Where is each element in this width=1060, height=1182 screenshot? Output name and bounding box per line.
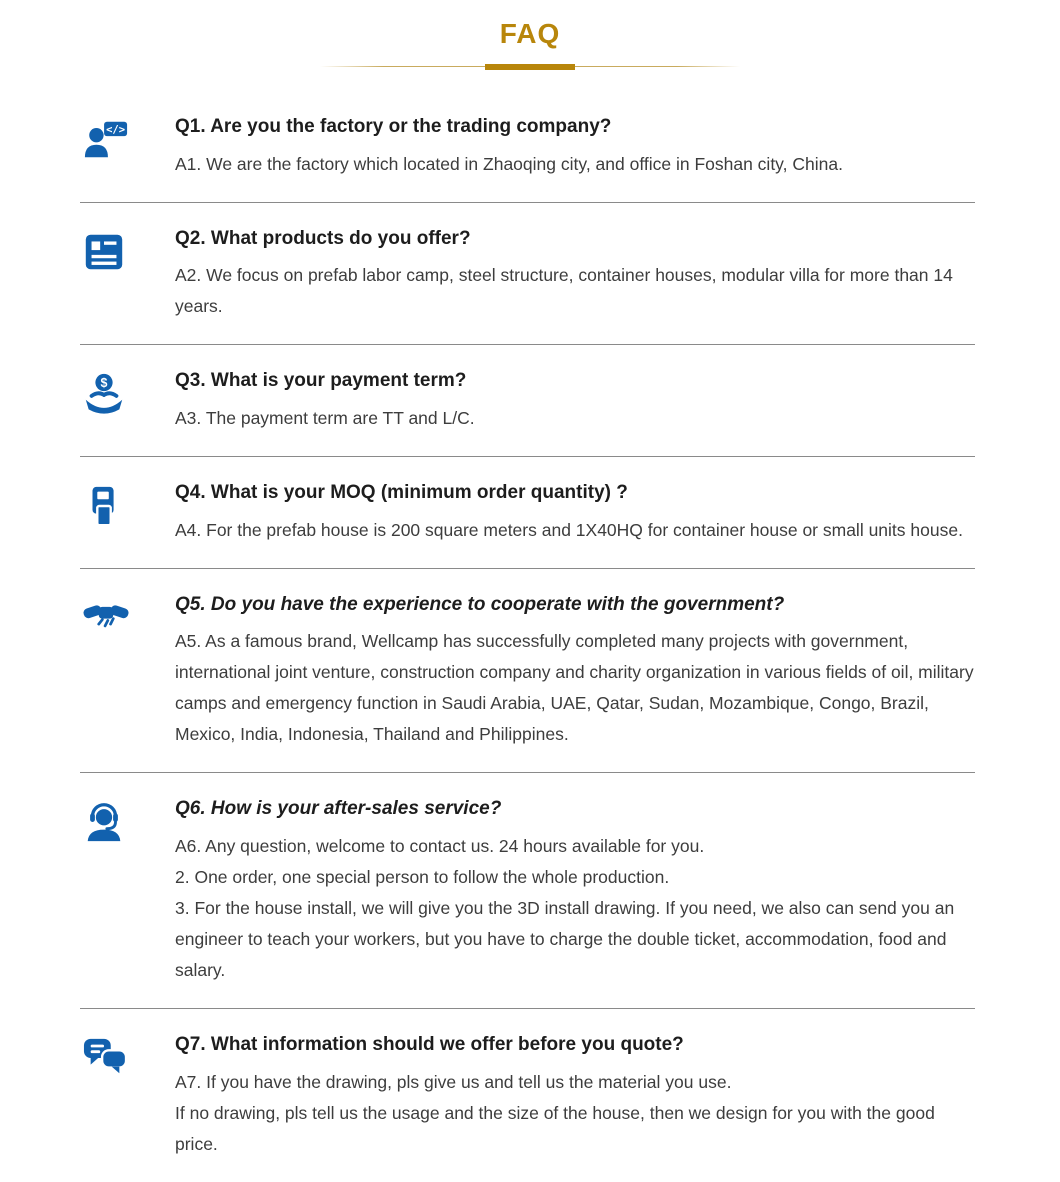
faq-item-icon-cell <box>80 369 175 422</box>
payment-hand-dollar-icon <box>80 371 128 417</box>
faq-answer-line: A6. Any question, welcome to contact us. 24 hours available for you. <box>175 836 705 857</box>
faq-item-icon-cell <box>80 227 175 280</box>
faq-item-text <box>175 481 975 546</box>
faq-header <box>0 18 1060 70</box>
svg-text:$: $ <box>100 376 108 391</box>
faq-answer <box>175 626 975 750</box>
faq-answer-line: 2. One order, one special person to follow the whole production. <box>175 867 670 888</box>
faq-answer-line: A2. We focus on prefab labor camp, steel structure, container houses, modular villa for more than 14 years. <box>175 265 953 317</box>
faq-item-text <box>175 369 975 434</box>
faq-question: Q3. What is your payment term? <box>175 370 467 392</box>
faq-item <box>80 457 975 569</box>
faq-list <box>80 115 975 1182</box>
page-title: FAQ <box>499 18 561 49</box>
faq-answer <box>175 1067 975 1160</box>
faq-question: Q7. What information should we offer before you quote? <box>175 1034 684 1056</box>
faq-item <box>80 345 975 457</box>
faq-item <box>80 569 975 774</box>
faq-item-text <box>175 797 975 986</box>
faq-item-icon-cell <box>80 797 175 850</box>
faq-answer <box>175 831 975 986</box>
product-list-icon <box>80 229 128 275</box>
faq-item <box>80 203 975 346</box>
faq-item-text <box>175 115 975 180</box>
faq-answer <box>175 515 975 546</box>
order-card-icon <box>80 483 128 529</box>
faq-item-icon-cell <box>80 1033 175 1084</box>
faq-answer-line: If no drawing, pls tell us the usage and the size of the house, then we design for you with the good price. <box>175 1102 935 1154</box>
faq-item-text <box>175 227 975 323</box>
faq-answer-line: A7. If you have the drawing, pls give us and tell us the material you use. <box>175 1071 732 1092</box>
developer-person-icon <box>80 117 132 163</box>
faq-item-icon-cell <box>80 481 175 534</box>
faq-item-icon-cell <box>80 593 175 640</box>
faq-answer <box>175 403 975 434</box>
handshake-icon <box>80 595 132 635</box>
faq-question: Q6. How is your after-sales service? <box>175 798 502 820</box>
faq-answer-line: A5. As a famous brand, Wellcamp has successfully completed many projects with government, international joint venture, construction company and charity organization in various fields of oil, military camps and emergency function in Saudi Arabia, UAE, Qatar, Sudan, Mozambique, Congo, Brazil, Mexico, India, Indonesia, Thailand and Philippines. <box>175 631 974 745</box>
customer-service-icon <box>80 799 128 845</box>
faq-item-text <box>175 1033 975 1160</box>
svg-text:</>: </> <box>106 123 126 136</box>
faq-item <box>80 773 975 1009</box>
faq-question: Q5. Do you have the experience to cooperate with the government? <box>175 593 785 615</box>
faq-question: Q1. Are you the factory or the trading company? <box>175 116 612 137</box>
faq-answer-line: A4. For the prefab house is 200 square meters and 1X40HQ for container house or small units house. <box>175 519 963 540</box>
faq-item <box>80 115 975 203</box>
faq-question: Q4. What is your MOQ (minimum order quantity) ? <box>175 482 628 504</box>
title-divider-accent <box>485 64 575 70</box>
faq-answer <box>175 149 975 180</box>
faq-answer <box>175 260 975 322</box>
faq-answer-line: A1. We are the factory which located in Zhaoqing city, and office in Foshan city, China. <box>175 153 843 174</box>
faq-answer-line: A3. The payment term are TT and L/C. <box>175 408 475 429</box>
chat-bubbles-icon <box>80 1035 130 1079</box>
faq-item-text <box>175 593 975 751</box>
title-divider <box>320 63 740 70</box>
faq-question: Q2. What products do you offer? <box>175 227 471 249</box>
faq-item-icon-cell <box>80 115 175 168</box>
faq-item <box>80 1009 975 1182</box>
faq-answer-line: 3. For the house install, we will give you the 3D install drawing. If you need, we also can send you an engineer to teach your workers, but you have to charge the double ticket, accommodation, food and salary. <box>175 898 955 981</box>
